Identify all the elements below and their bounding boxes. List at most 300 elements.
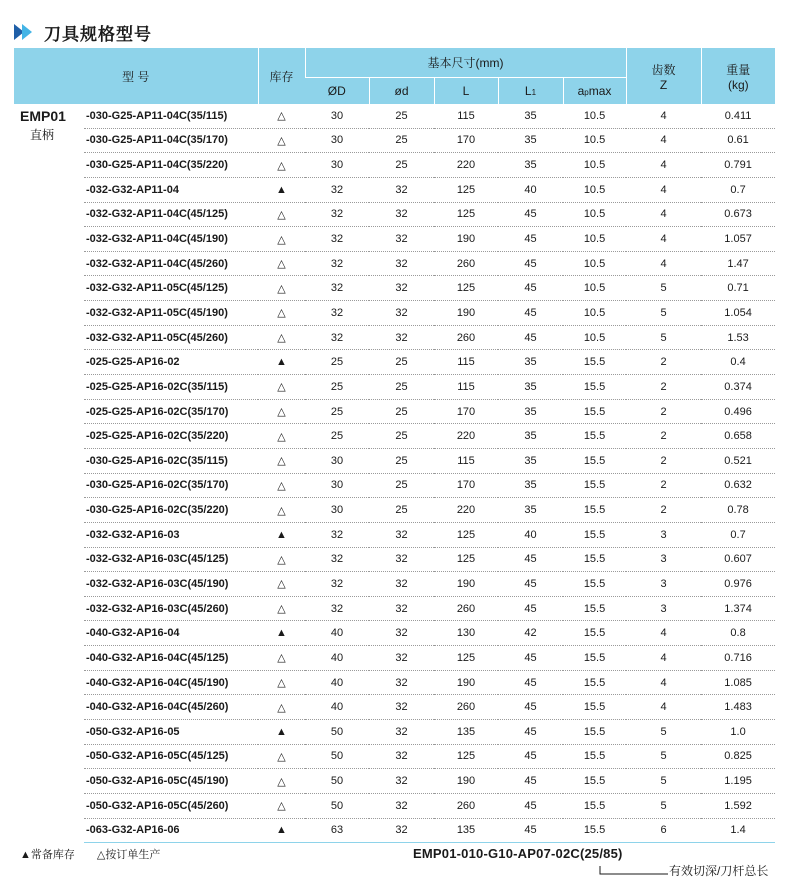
cell-model: -032-G32-AP16-03C(45/260)	[84, 596, 258, 621]
header-L1	[498, 78, 563, 105]
cell-L1: 35	[498, 473, 563, 498]
header-model: 型 号	[14, 48, 258, 104]
cell-z: 3	[626, 547, 701, 572]
table-row	[14, 276, 775, 301]
cell-stock: △	[258, 276, 305, 301]
cell-stock: ▲	[258, 177, 305, 202]
cell-ap: 15.5	[563, 695, 626, 720]
cell-L: 125	[434, 744, 498, 769]
cell-L1: 35	[498, 399, 563, 424]
cell-stock: △	[258, 793, 305, 818]
cell-z: 2	[626, 350, 701, 375]
table-row	[14, 744, 775, 769]
header-ap-main: a	[577, 84, 585, 98]
cell-stock: ▲	[258, 350, 305, 375]
cell-L: 260	[434, 251, 498, 276]
cell-D: 30	[305, 104, 369, 128]
header-basic-dims: 基本尺寸(mm)	[305, 48, 626, 78]
cell-stock: △	[258, 202, 305, 227]
cell-D: 50	[305, 793, 369, 818]
cell-z: 4	[626, 646, 701, 671]
example-note: 有效切深/刀杆总长	[669, 864, 769, 878]
cell-weight: 0.78	[701, 498, 775, 523]
cell-ap: 15.5	[563, 547, 626, 572]
cell-model: -050-G32-AP16-05	[84, 720, 258, 745]
cell-L1: 45	[498, 547, 563, 572]
table-row	[14, 350, 775, 375]
cell-d: 25	[369, 128, 434, 153]
cell-D: 30	[305, 498, 369, 523]
header-stock: 库存	[258, 48, 305, 104]
example-code: EMP01-010-G10-AP07-02C(25/85)	[413, 846, 623, 861]
cell-ap: 15.5	[563, 350, 626, 375]
cell-model: -063-G32-AP16-06	[84, 818, 258, 843]
cell-weight: 0.71	[701, 276, 775, 301]
cell-model: -050-G32-AP16-05C(45/190)	[84, 769, 258, 794]
cell-weight: 1.483	[701, 695, 775, 720]
cell-L1: 45	[498, 793, 563, 818]
cell-ap: 15.5	[563, 769, 626, 794]
cell-weight: 1.53	[701, 325, 775, 350]
table-row	[14, 695, 775, 720]
cell-weight: 0.716	[701, 646, 775, 671]
table-row	[14, 522, 775, 547]
cell-model: -025-G25-AP16-02C(35/115)	[84, 375, 258, 400]
cell-L1: 45	[498, 646, 563, 671]
table-row	[14, 769, 775, 794]
cell-ap: 10.5	[563, 276, 626, 301]
cell-z: 4	[626, 128, 701, 153]
cell-D: 32	[305, 522, 369, 547]
series-name: EMP01	[20, 108, 66, 124]
cell-L: 220	[434, 153, 498, 178]
cell-D: 32	[305, 227, 369, 252]
cell-L: 135	[434, 720, 498, 745]
cell-model: -050-G32-AP16-05C(45/260)	[84, 793, 258, 818]
cell-D: 32	[305, 572, 369, 597]
cell-L: 260	[434, 793, 498, 818]
cell-D: 25	[305, 350, 369, 375]
cell-d: 25	[369, 399, 434, 424]
cell-L1: 35	[498, 424, 563, 449]
header-L1-main: L	[524, 84, 532, 98]
legend	[20, 846, 160, 862]
cell-L1: 42	[498, 621, 563, 646]
cell-D: 32	[305, 301, 369, 326]
cell-z: 5	[626, 769, 701, 794]
cell-L: 260	[434, 695, 498, 720]
cell-ap: 15.5	[563, 670, 626, 695]
cell-z: 2	[626, 399, 701, 424]
cell-stock: ▲	[258, 621, 305, 646]
header-weight-line1: 重量	[726, 62, 751, 77]
cell-d: 32	[369, 572, 434, 597]
cell-D: 32	[305, 547, 369, 572]
cell-d: 32	[369, 522, 434, 547]
cell-D: 40	[305, 621, 369, 646]
cell-z: 2	[626, 498, 701, 523]
cell-L1: 45	[498, 744, 563, 769]
cell-L: 125	[434, 202, 498, 227]
table-row	[14, 104, 775, 128]
cell-D: 40	[305, 670, 369, 695]
cell-D: 40	[305, 646, 369, 671]
series-cell	[14, 104, 84, 843]
cell-stock: △	[258, 301, 305, 326]
cell-ap: 15.5	[563, 744, 626, 769]
cell-stock: △	[258, 128, 305, 153]
cell-stock: △	[258, 251, 305, 276]
cell-d: 25	[369, 424, 434, 449]
cell-stock: △	[258, 153, 305, 178]
cell-L1: 45	[498, 572, 563, 597]
header-weight-line2: (kg)	[727, 77, 749, 92]
cell-stock: ▲	[258, 818, 305, 843]
table-row	[14, 325, 775, 350]
cell-stock: △	[258, 498, 305, 523]
cell-L1: 35	[498, 375, 563, 400]
cell-model: -040-G32-AP16-04C(45/260)	[84, 695, 258, 720]
double-chevron-icon	[14, 22, 38, 42]
series-sub: 直柄	[30, 128, 55, 142]
cell-ap: 10.5	[563, 104, 626, 128]
table-row	[14, 202, 775, 227]
cell-D: 30	[305, 128, 369, 153]
cell-stock: ▲	[258, 720, 305, 745]
cell-weight: 0.658	[701, 424, 775, 449]
cell-z: 4	[626, 227, 701, 252]
cell-d: 32	[369, 325, 434, 350]
header-ap-sub: p	[584, 88, 589, 97]
cell-d: 32	[369, 793, 434, 818]
cell-stock: △	[258, 646, 305, 671]
cell-weight: 1.4	[701, 818, 775, 843]
cell-d: 32	[369, 202, 434, 227]
cell-d: 25	[369, 448, 434, 473]
cell-ap: 15.5	[563, 646, 626, 671]
cell-ap: 15.5	[563, 522, 626, 547]
cell-model: -030-G25-AP11-04C(35/115)	[84, 104, 258, 128]
cell-ap: 15.5	[563, 473, 626, 498]
cell-L1: 45	[498, 227, 563, 252]
cell-weight: 1.47	[701, 251, 775, 276]
cell-stock: △	[258, 695, 305, 720]
cell-L: 170	[434, 128, 498, 153]
legend-to-order: △按订单生产	[96, 849, 161, 861]
cell-stock: △	[258, 572, 305, 597]
cell-model: -032-G32-AP11-04	[84, 177, 258, 202]
cell-weight: 1.0	[701, 720, 775, 745]
cell-D: 25	[305, 399, 369, 424]
table-row	[14, 177, 775, 202]
cell-model: -032-G32-AP11-05C(45/190)	[84, 301, 258, 326]
cell-L: 115	[434, 448, 498, 473]
cell-weight: 0.4	[701, 350, 775, 375]
table-row	[14, 670, 775, 695]
legend-in-stock: ▲常备库存	[20, 849, 75, 861]
cell-ap: 10.5	[563, 202, 626, 227]
cell-weight: 1.195	[701, 769, 775, 794]
cell-L1: 45	[498, 695, 563, 720]
spec-table-body	[14, 104, 775, 843]
cell-ap: 15.5	[563, 498, 626, 523]
cell-z: 4	[626, 202, 701, 227]
cell-weight: 0.411	[701, 104, 775, 128]
cell-L1: 35	[498, 128, 563, 153]
cell-z: 2	[626, 473, 701, 498]
cell-L: 135	[434, 818, 498, 843]
cell-L: 125	[434, 177, 498, 202]
cell-model: -032-G32-AP16-03C(45/125)	[84, 547, 258, 572]
cell-D: 32	[305, 177, 369, 202]
table-row	[14, 596, 775, 621]
cell-ap: 15.5	[563, 793, 626, 818]
cell-L: 130	[434, 621, 498, 646]
cell-stock: △	[258, 547, 305, 572]
cell-ap: 10.5	[563, 177, 626, 202]
header-weight	[701, 48, 775, 104]
cell-ap: 10.5	[563, 301, 626, 326]
cell-L: 115	[434, 350, 498, 375]
cell-D: 50	[305, 744, 369, 769]
cell-L1: 35	[498, 153, 563, 178]
cell-d: 25	[369, 473, 434, 498]
table-row	[14, 621, 775, 646]
cell-model: -030-G25-AP16-02C(35/220)	[84, 498, 258, 523]
cell-L1: 45	[498, 325, 563, 350]
table-row	[14, 720, 775, 745]
cell-d: 25	[369, 498, 434, 523]
cell-z: 4	[626, 670, 701, 695]
cell-weight: 0.374	[701, 375, 775, 400]
header-D: ØD	[305, 78, 369, 105]
cell-L1: 40	[498, 522, 563, 547]
cell-weight: 1.054	[701, 301, 775, 326]
cell-L: 190	[434, 769, 498, 794]
cell-L1: 45	[498, 251, 563, 276]
cell-z: 5	[626, 744, 701, 769]
cell-model: -032-G32-AP11-04C(45/125)	[84, 202, 258, 227]
cell-d: 32	[369, 547, 434, 572]
header-d: ød	[369, 78, 434, 105]
cell-stock: △	[258, 448, 305, 473]
cell-L1: 35	[498, 498, 563, 523]
cell-d: 25	[369, 153, 434, 178]
cell-model: -030-G25-AP16-02C(35/115)	[84, 448, 258, 473]
cell-ap: 10.5	[563, 251, 626, 276]
cell-weight: 0.8	[701, 621, 775, 646]
table-row	[14, 227, 775, 252]
header-teeth	[626, 48, 701, 104]
cell-ap: 15.5	[563, 596, 626, 621]
cell-L: 220	[434, 424, 498, 449]
cell-L: 125	[434, 276, 498, 301]
cell-ap: 15.5	[563, 375, 626, 400]
cell-D: 32	[305, 596, 369, 621]
cell-d: 32	[369, 621, 434, 646]
cell-L: 125	[434, 547, 498, 572]
cell-model: -040-G32-AP16-04C(45/190)	[84, 670, 258, 695]
cell-z: 5	[626, 793, 701, 818]
cell-model: -030-G25-AP16-02C(35/170)	[84, 473, 258, 498]
page-title: 刀具规格型号	[44, 24, 152, 44]
cell-model: -025-G25-AP16-02	[84, 350, 258, 375]
cell-model: -032-G32-AP11-04C(45/260)	[84, 251, 258, 276]
cell-d: 25	[369, 375, 434, 400]
cell-D: 32	[305, 276, 369, 301]
cell-weight: 0.673	[701, 202, 775, 227]
cell-z: 6	[626, 818, 701, 843]
header-ap-tail: max	[588, 84, 612, 98]
cell-model: -050-G32-AP16-05C(45/125)	[84, 744, 258, 769]
cell-d: 32	[369, 744, 434, 769]
table-row	[14, 818, 775, 843]
cell-z: 2	[626, 424, 701, 449]
cell-D: 32	[305, 251, 369, 276]
cell-weight: 0.496	[701, 399, 775, 424]
cell-L: 170	[434, 399, 498, 424]
cell-weight: 0.607	[701, 547, 775, 572]
cell-z: 4	[626, 695, 701, 720]
table-row	[14, 375, 775, 400]
cell-ap: 15.5	[563, 720, 626, 745]
table-row	[14, 572, 775, 597]
table-row	[14, 251, 775, 276]
cell-d: 32	[369, 695, 434, 720]
cell-weight: 0.521	[701, 448, 775, 473]
cell-weight: 1.374	[701, 596, 775, 621]
cell-L: 260	[434, 325, 498, 350]
table-row	[14, 128, 775, 153]
cell-d: 32	[369, 818, 434, 843]
cell-L1: 45	[498, 769, 563, 794]
cell-ap: 15.5	[563, 621, 626, 646]
cell-weight: 0.61	[701, 128, 775, 153]
cell-d: 25	[369, 104, 434, 128]
cell-d: 32	[369, 177, 434, 202]
cell-L: 190	[434, 227, 498, 252]
cell-model: -025-G25-AP16-02C(35/220)	[84, 424, 258, 449]
cell-ap: 15.5	[563, 448, 626, 473]
cell-model: -025-G25-AP16-02C(35/170)	[84, 399, 258, 424]
cell-z: 5	[626, 325, 701, 350]
cell-weight: 0.7	[701, 522, 775, 547]
cell-L1: 45	[498, 670, 563, 695]
cell-D: 32	[305, 325, 369, 350]
cell-model: -032-G32-AP11-05C(45/125)	[84, 276, 258, 301]
cell-D: 25	[305, 375, 369, 400]
cell-model: -040-G32-AP16-04C(45/125)	[84, 646, 258, 671]
header-teeth-line1: 齿数	[651, 62, 676, 77]
cell-ap: 15.5	[563, 424, 626, 449]
cell-L: 125	[434, 646, 498, 671]
cell-weight: 1.592	[701, 793, 775, 818]
cell-d: 25	[369, 350, 434, 375]
cell-z: 3	[626, 596, 701, 621]
cell-L: 190	[434, 670, 498, 695]
cell-stock: △	[258, 670, 305, 695]
cell-L1: 45	[498, 301, 563, 326]
cell-d: 32	[369, 646, 434, 671]
cell-stock: ▲	[258, 522, 305, 547]
cell-L1: 45	[498, 276, 563, 301]
table-row	[14, 399, 775, 424]
header-L1-sub: 1	[531, 88, 537, 97]
cell-L: 260	[434, 596, 498, 621]
cell-L1: 45	[498, 202, 563, 227]
cell-d: 32	[369, 276, 434, 301]
cell-L1: 35	[498, 350, 563, 375]
cell-d: 32	[369, 251, 434, 276]
cell-d: 32	[369, 301, 434, 326]
header-teeth-line2: Z	[659, 77, 668, 92]
cell-L: 125	[434, 522, 498, 547]
cell-model: -030-G25-AP11-04C(35/170)	[84, 128, 258, 153]
spec-table	[14, 48, 775, 843]
cell-L: 170	[434, 473, 498, 498]
cell-d: 32	[369, 596, 434, 621]
section-title	[14, 20, 152, 44]
cell-ap: 10.5	[563, 227, 626, 252]
cell-L: 115	[434, 104, 498, 128]
cell-stock: △	[258, 399, 305, 424]
cell-z: 4	[626, 251, 701, 276]
cell-z: 3	[626, 572, 701, 597]
cell-z: 5	[626, 301, 701, 326]
cell-model: -030-G25-AP11-04C(35/220)	[84, 153, 258, 178]
table-row	[14, 793, 775, 818]
cell-z: 3	[626, 522, 701, 547]
cell-stock: △	[258, 424, 305, 449]
cell-L1: 35	[498, 104, 563, 128]
cell-z: 4	[626, 153, 701, 178]
cell-ap: 15.5	[563, 818, 626, 843]
cell-model: -032-G32-AP11-05C(45/260)	[84, 325, 258, 350]
cell-L1: 45	[498, 818, 563, 843]
cell-d: 32	[369, 720, 434, 745]
cell-ap: 10.5	[563, 128, 626, 153]
cell-z: 4	[626, 104, 701, 128]
cell-D: 32	[305, 202, 369, 227]
header-L: L	[434, 78, 498, 105]
table-row	[14, 498, 775, 523]
cell-D: 40	[305, 695, 369, 720]
cell-stock: △	[258, 744, 305, 769]
cell-ap: 10.5	[563, 325, 626, 350]
cell-z: 2	[626, 448, 701, 473]
cell-ap: 15.5	[563, 399, 626, 424]
table-row	[14, 448, 775, 473]
cell-d: 32	[369, 227, 434, 252]
cell-L: 220	[434, 498, 498, 523]
cell-weight: 1.085	[701, 670, 775, 695]
cell-D: 50	[305, 769, 369, 794]
table-row	[14, 473, 775, 498]
table-row	[14, 424, 775, 449]
cell-z: 5	[626, 720, 701, 745]
cell-ap: 10.5	[563, 153, 626, 178]
cell-stock: △	[258, 769, 305, 794]
cell-L1: 45	[498, 720, 563, 745]
cell-weight: 0.976	[701, 572, 775, 597]
cell-weight: 0.7	[701, 177, 775, 202]
cell-L: 190	[434, 572, 498, 597]
cell-L1: 40	[498, 177, 563, 202]
cell-model: -032-G32-AP16-03	[84, 522, 258, 547]
cell-D: 63	[305, 818, 369, 843]
table-row	[14, 646, 775, 671]
cell-weight: 0.825	[701, 744, 775, 769]
